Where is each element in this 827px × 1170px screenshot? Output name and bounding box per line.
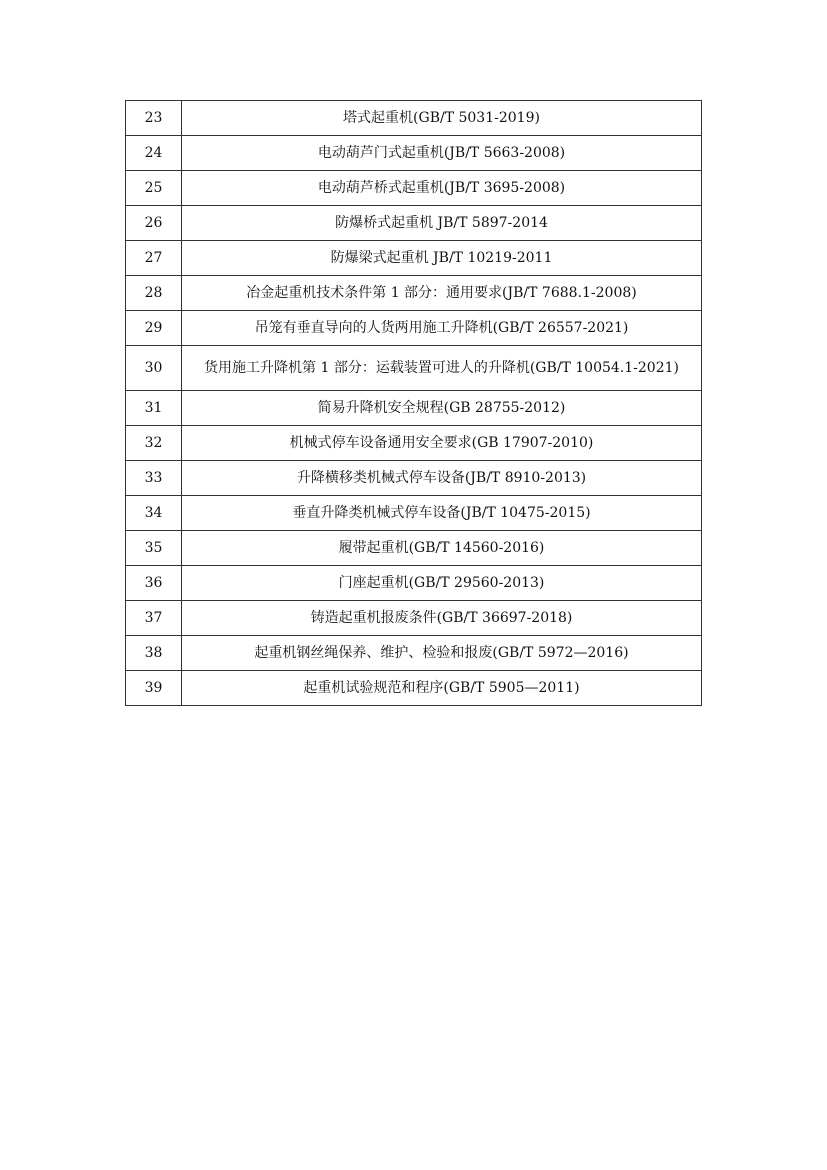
- table-row: [126, 346, 702, 391]
- standard-name: 货用施工升降机第 1 部分：运载装置可进人的升降机(GB/T 10054.1-2021): [182, 346, 702, 391]
- row-number: 31: [126, 391, 182, 426]
- standard-name: 升降横移类机械式停车设备(JB/T 8910-2013): [182, 461, 702, 496]
- row-number: 26: [126, 206, 182, 241]
- standard-name: 吊笼有垂直导向的人货两用施工升降机(GB/T 26557-2021): [182, 311, 702, 346]
- standard-name: 冶金起重机技术条件第 1 部分：通用要求(JB/T 7688.1-2008): [182, 276, 702, 311]
- table-row: [126, 601, 702, 636]
- row-number: 29: [126, 311, 182, 346]
- standard-name: 履带起重机(GB/T 14560-2016): [182, 531, 702, 566]
- table-row: [126, 206, 702, 241]
- standard-name: 机械式停车设备通用安全要求(GB 17907-2010): [182, 426, 702, 461]
- table-row: [126, 136, 702, 171]
- row-number: 27: [126, 241, 182, 276]
- table-row: [126, 171, 702, 206]
- standard-name: 电动葫芦桥式起重机(JB/T 3695-2008): [182, 171, 702, 206]
- row-number: 25: [126, 171, 182, 206]
- row-number: 33: [126, 461, 182, 496]
- row-number: 38: [126, 636, 182, 671]
- standard-name: 铸造起重机报废条件(GB/T 36697-2018): [182, 601, 702, 636]
- standards-table: [125, 100, 702, 706]
- table-row: [126, 566, 702, 601]
- table-row: [126, 531, 702, 566]
- row-number: 28: [126, 276, 182, 311]
- table-row: [126, 636, 702, 671]
- row-number: 30: [126, 346, 182, 391]
- row-number: 39: [126, 671, 182, 706]
- row-number: 34: [126, 496, 182, 531]
- standard-name: 垂直升降类机械式停车设备(JB/T 10475-2015): [182, 496, 702, 531]
- standard-name: 防爆梁式起重机 JB/T 10219-2011: [182, 241, 702, 276]
- table-row: [126, 671, 702, 706]
- row-number: 32: [126, 426, 182, 461]
- row-number: 36: [126, 566, 182, 601]
- standard-name: 塔式起重机(GB/T 5031-2019): [182, 101, 702, 136]
- row-number: 37: [126, 601, 182, 636]
- standard-name: 门座起重机(GB/T 29560-2013): [182, 566, 702, 601]
- standard-name: 起重机钢丝绳保养、维护、检验和报废(GB/T 5972—2016): [182, 636, 702, 671]
- row-number: 23: [126, 101, 182, 136]
- table-row: [126, 276, 702, 311]
- table-row: [126, 426, 702, 461]
- standard-name: 电动葫芦门式起重机(JB/T 5663-2008): [182, 136, 702, 171]
- row-number: 35: [126, 531, 182, 566]
- table-row: [126, 461, 702, 496]
- standard-name: 防爆桥式起重机 JB/T 5897-2014: [182, 206, 702, 241]
- standard-name: 起重机试验规范和程序(GB/T 5905—2011): [182, 671, 702, 706]
- standard-name: 简易升降机安全规程(GB 28755-2012): [182, 391, 702, 426]
- row-number: 24: [126, 136, 182, 171]
- table-row: [126, 241, 702, 276]
- table-row: [126, 311, 702, 346]
- table-row: [126, 391, 702, 426]
- table-row: [126, 496, 702, 531]
- table-row: [126, 101, 702, 136]
